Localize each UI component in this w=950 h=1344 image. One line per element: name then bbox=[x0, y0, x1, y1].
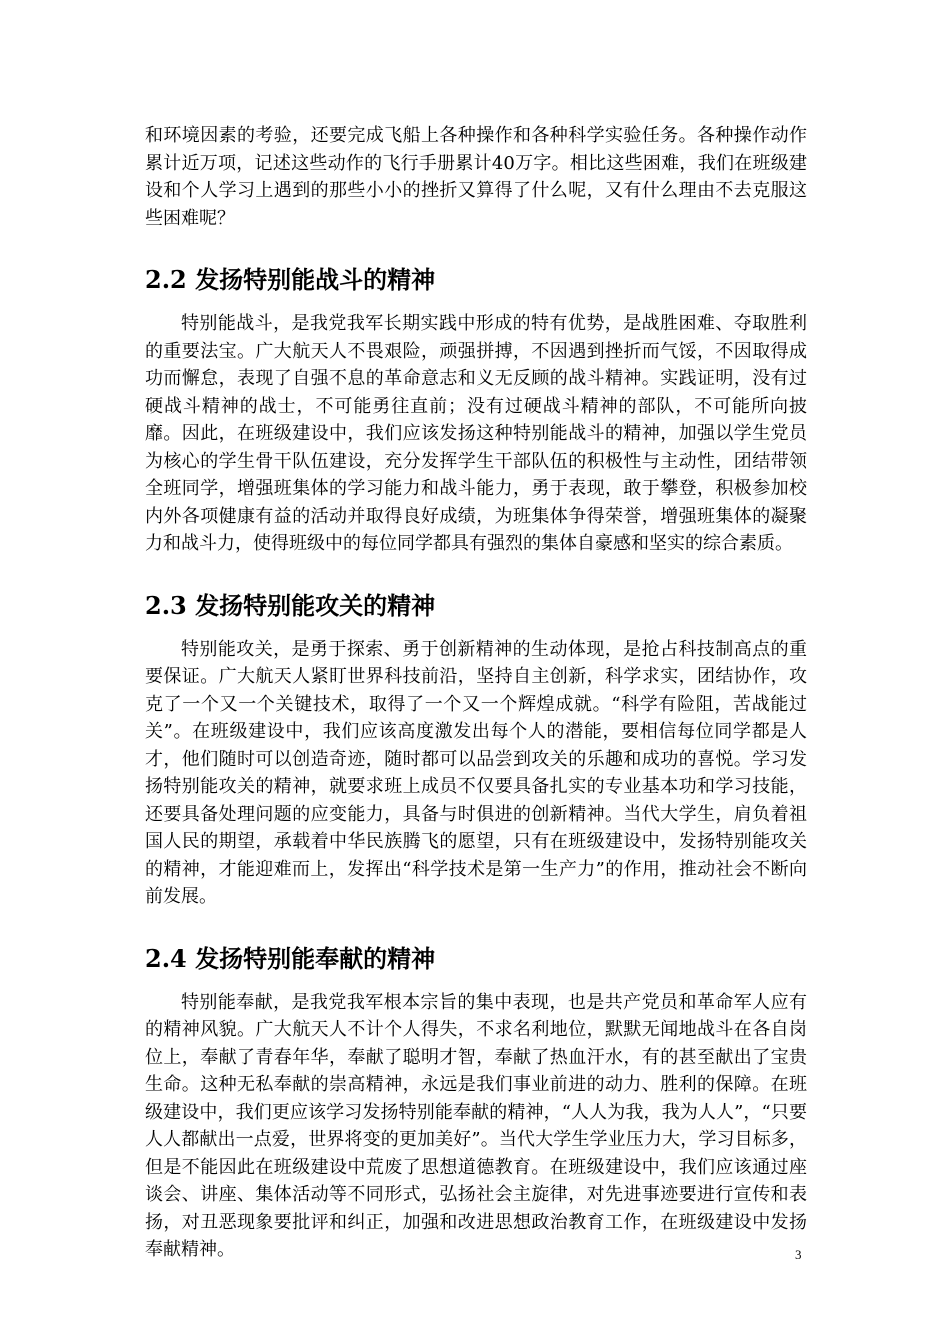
section-heading-2-3: 2.3 发扬特别能攻关的精神 bbox=[145, 590, 436, 620]
section-paragraph-2-2: 特别能战斗，是我党我军长期实践中形成的特有优势，是战胜困难、夺取胜利的重要法宝。广大航天人不畏艰险，顽强拼搏，不因遇到挫折而气馁，不因取得成功而懈怠，表现了自强不息的革命意志和义无反顾的战斗精神。实践证明，没有过硬战斗精神的战士，不可能勇往直前；没有过硬战斗精神的部队，不可能所向披靡。因此，在班级建设中，我们应该发扬这种特别能战斗的精神，加强以学生党员为核心的学生骨干队伍建设，充分发挥学生干部队伍的积极性与主动性，团结带领全班同学，增强班集体的学习能力和战斗能力，勇于表现，敢于攀登，积极参加校内外各项健康有益的活动并取得良好成绩，为班集体争得荣誉，增强班集体的凝聚力和战斗力，使得班级中的每位同学都具有强烈的集体自豪感和坚实的综合素质。 bbox=[145, 313, 807, 554]
page-body bbox=[145, 122, 807, 1264]
page-number: 3 bbox=[795, 1247, 802, 1262]
section-paragraph-2-4: 特别能奉献，是我党我军根本宗旨的集中表现，也是共产党员和革命军人应有的精神风貌。广大航天人不计个人得失，不求名利地位，默默无闻地战斗在各自岗位上，奉献了青春年华，奉献了聪明才智，奉献了热血汗水，有的甚至献出了宝贵生命。这种无私奉献的崇高精神，永远是我们事业前进的动力、胜利的保障。在班级建设中，我们更应该学习发扬特别能奉献的精神，“人人为我，我为人人”，“只要人人都献出一点爱，世界将变的更加美好”。当代大学生学业压力大，学习目标多，但是不能因此在班级建设中荒废了思想道德教育。在班级建设中，我们应该通过座谈会、讲座、集体活动等不同形式，弘扬社会主旋律，对先进事迹要进行宣传和表扬，对丑恶现象要批评和纠正，加强和改进思想政治教育工作，在班级建设中发扬奉献精神。 bbox=[145, 991, 807, 1260]
section-paragraph-2-3: 特别能攻关，是勇于探索、勇于创新精神的生动体现，是抢占科技制高点的重要保证。广大航天人紧盯世界科技前沿，坚持自主创新，科学求实，团结协作，攻克了一个又一个关键技术，取得了一个又一个辉煌成就。“科学有险阻，苦战能过关”。在班级建设中，我们应该高度激发出每个人的潜能，要相信每位同学都是人才，他们随时可以创造奇迹，随时都可以品尝到攻关的乐趣和成功的喜悦。学习发扬特别能攻关的精神，就要求班上成员不仅要具备扎实的专业基本功和学习技能，还要具备处理问题的应变能力，具备与时俱进的创新精神。当代大学生，肩负着祖国人民的期望，承载着中华民族腾飞的愿望，只有在班级建设中，发扬特别能攻关的精神，才能迎难而上，发挥出“科学技术是第一生产力”的作用，推动社会不断向前发展。 bbox=[145, 638, 807, 907]
section-heading-2-2: 2.2 发扬特别能战斗的精神 bbox=[145, 265, 436, 294]
section-heading-2-4: 2.4 发扬特别能奉献的精神 bbox=[145, 943, 436, 973]
intro-paragraph: 和环境因素的考验，还要完成飞船上各种操作和各种科学实验任务。各种操作动作累计近万项，记述这些动作的飞行手册累计40万字。相比这些困难，我们在班级建设和个人学习上遇到的那些小小的挫折又算得了什么呢，又有什么理由不去克服这些困难呢？ bbox=[145, 125, 807, 229]
